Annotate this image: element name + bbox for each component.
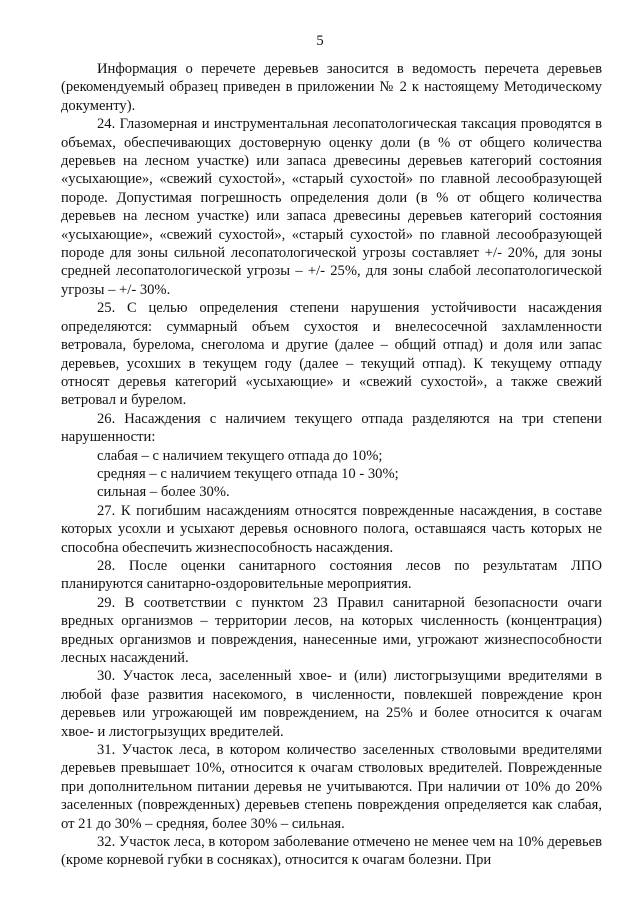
- paragraph-28: 28. После оценки санитарного состояния лесов по результатам ЛПО планируются санитарно-оздоровительные мероприятия.: [61, 557, 602, 593]
- paragraph-intro: Информация о перечете деревьев заносится в ведомость перечета деревьев (рекомендуемый образец приведен в приложении № 2 к настоящему Методическому документу).: [61, 61, 602, 114]
- list-item-weak: слабая – с наличием текущего отпада до 10%;: [97, 447, 383, 464]
- document-body: [61, 60, 602, 870]
- paragraph-25: 25. С целью определения степени нарушения устойчивости насаждения определяются: суммарный объем сухостоя и внелесосечной захламленности ветровала, бурелома, снеголома и другие (далее – общий отпад) и доля или запас деревьев, усохших в текущем году (далее – текущий отпад). К текущему отпаду относят деревья категорий «усыхающие» и «свежий сухостой», а также свежий ветровал и бурелом.: [61, 300, 602, 409]
- paragraph-31: 31. Участок леса, в котором количество заселенных стволовыми вредителями деревьев превышает 10%, относится к очагам стволовых вредителей. Поврежденные при дополнительном питании деревья не учитываются. При наличии от 10% до 20% заселенных (поврежденных) деревьев степень повреждения определяется как слабая, от 21 до 30% – средняя, более 30% – сильная.: [61, 742, 602, 832]
- list-item-strong: сильная – более 30%.: [97, 484, 230, 501]
- paragraph-27: 27. К погибшим насаждениям относятся поврежденные насаждения, в составе которых усохли и усыхают деревья основного полога, оставшаяся часть которых не способна обеспечить жизнеспособность насаждения.: [61, 502, 602, 556]
- paragraph-24: 24. Глазомерная и инструментальная лесопатологическая таксация проводятся в объемах, обеспечивающих достоверную оценку доли (в % от общего количества деревьев на лесном участке) или запаса древесины деревьев категорий состояния «усыхающие», «свежий сухостой», «старый сухостой» по главной лесообразующей породе. Допустимая погрешность определения доли (в % от общего количества деревьев на лесном участке) или запаса древесины деревьев категорий состояния «усыхающие», «свежий сухостой», «старый сухостой» по главной лесообразующей породе для зоны сильной лесопатологической угрозы составляет +/- 20%, для зоны средней лесопатологической угрозы – +/- 25%, для зоны слабой лесопатологической угрозы – +/- 30%.: [61, 116, 602, 298]
- page-number: 5: [316, 33, 324, 49]
- paragraph-32: 32. Участок леса, в котором заболевание отмечено не менее чем на 10% деревьев (кроме корневой губки в сосняках), относится к очагам болезни. При: [61, 834, 602, 869]
- paragraph-30: 30. Участок леса, заселенный хвое- и (или) листогрызущими вредителями в любой фазе развития насекомого, в численности, повлекшей повреждение крон деревьев или угрожающей им повреждением, на 25% и более относится к очагам хвое- и листогрызущих вредителей.: [61, 668, 602, 740]
- paragraph-26: 26. Насаждения с наличием текущего отпада разделяются на три степени нарушенности:: [61, 410, 602, 446]
- list-item-medium: средняя – с наличием текущего отпада 10 - 30%;: [97, 465, 399, 482]
- paragraph-29: 29. В соответствии с пунктом 23 Правил санитарной безопасности очаги вредных организмов – территории лесов, на которых численность (концентрация) вредных организмов и повреждения, нанесенные ими, угрожают жизнеспособности лесных насаждений.: [61, 594, 602, 666]
